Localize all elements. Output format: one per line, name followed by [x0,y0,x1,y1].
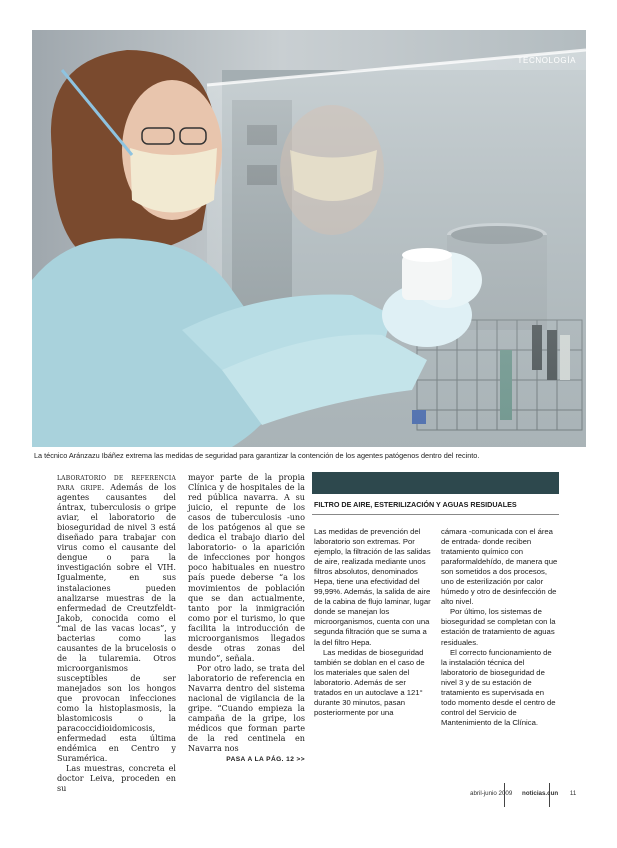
section-label: TECNOLOGÍA [517,56,576,65]
sidebar-title: FILTRO DE AIRE, ESTERILIZACIÓN Y AGUAS RESIDUALES [314,500,517,509]
article-column-1 [57,472,176,794]
article-column-2 [188,472,305,765]
article-paragraph: mayor parte de la propia Clínica y de hospitales de la red pública navarra. A su juicio, el repunte de los casos de tuberculosis -uno de los patógenos al que se dedica el trabajo diario del laboratorio- o la aparición de infecciones por hongos poco habituales en nuestro país puede deberse “a los movimientos de población que se dan actualmente, tanto por la inmigración como por el turismo, lo que facilita la introducción de microorganismos llegados desde otras zonas del mundo”, señala. [188,472,305,663]
issue-date: abril-junio 2009 [470,790,513,797]
sidebar-divider [312,514,559,515]
sidebar-paragraph: Las medidas de bioseguridad también se doblan en el caso de los materiales que salen del laboratorio. Además de ser tratados en un autoclave a 121° durante 30 minutos, pasan posteriormente por una [314,647,425,717]
article-paragraph: laboratorio de referencia para gripe. Además de los agentes causantes del ántrax, tuberculosis o gripe aviar, el laboratorio de bioseguridad de nivel 3 está diseñado para trabajar con virus como el causante del dengue o para la investigación sobre el VIH. Igualmente, en sus instalaciones pueden analizarse muestras de la enfermedad de Creutzfeldt-Jakob, conocida como el “mal de las vacas locas”, y bacterias como las causantes de la brucelosis o de la tularemia. Otros microorganismos susceptibles de ser manejados son los hongos que provocan infecciones como la histoplasmosis, la blastomicosis o la paracoccidioidomicosis, enfermedad esta última endémica en Centro y Suramérica. [57,472,176,764]
publication-name: noticias.cun [522,790,559,797]
sidebar-column-2 [441,527,559,728]
sidebar-paragraph: cámara -comunicada con el área de entrada- donde reciben tratamiento químico con paraformaldehído, de manera que son sometidos a dos procesos, uno de esterilización por calor húmedo y otro de desinfección de alto nivel. [441,527,558,607]
article-paragraph: Por otro lado, se trata del laboratorio de referencia en Navarra dentro del sistema nacional de vigilancia de la gripe. “Cuando empieza la campaña de la gripe, los médicos que forman parte de la red centinela en Navarra nos [188,662,305,754]
sidebar-paragraph: Las medidas de prevención del laboratorio son extremas. Por ejemplo, la filtración de las salidas de aire, realizada mediante unos filtros absolutos, denominados Hepa, tiene una efectividad del 99,99%. Además, la salida de aire de la cabina de flujo laminar, lugar donde se manejan los microorganismos, cuenta con una segunda filtración que se suma a la del filtro Hepa. [314,527,431,647]
sidebar-paragraph: El correcto funcionamiento de la instalación técnica del laboratorio de bioseguridad de nivel 3 y de su estación de tratamiento es supervisada en todo momento desde el centro de control del Servicio de Mantenimiento de la Clínica. [441,647,556,727]
sidebar-paragraph: Por último, los sistemas de bioseguridad se completan con la estación de tratamiento de aguas residuales. [441,607,556,647]
sidebar-column-1 [314,527,432,718]
continue-link[interactable]: PASA A LA PÁG. 12 >> [226,756,305,764]
lab-photo [32,30,586,447]
page-number: 11 [569,790,577,797]
lead-in: laboratorio de referencia para gripe. [57,472,176,493]
sidebar-header-bar [312,472,559,494]
photo-caption: La técnico Aránzazu Ibáñez extrema las medidas de seguridad para garantizar la contención de los agentes patógenos dentro del recinto. [34,451,480,460]
article-paragraph: Las muestras, concreta el doctor Leiva, proceden en su [57,763,176,794]
page-footer [470,790,576,797]
